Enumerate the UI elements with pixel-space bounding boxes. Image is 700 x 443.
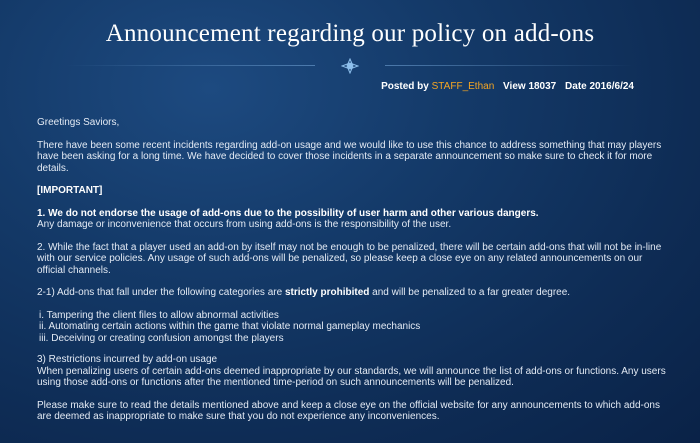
point-3 <box>37 354 673 389</box>
author-link[interactable]: STAFF_Ethan <box>431 81 495 92</box>
point-3-text: When penalizing users of certain add-ons deemed inappropriate by our standards, we will announce the list of add-ons or functions. Any users using those add-ons or functions after the mentioned time-period on such announcements will be penalized. <box>37 365 666 388</box>
point-2: 2. While the fact that a player used an add-on by itself may not be enough to be penalized, there will be certain add-ons that will not be in-line with our service policies. Any usage of such add-ons will be penalized, so please keep a close eye on any related announcements on our official channels. <box>37 241 662 276</box>
greeting: Greetings Saviors, <box>37 117 120 128</box>
point-2-1-post: and will be penalized to a far greater degree. <box>369 287 571 298</box>
point-3-title: 3) Restrictions incurred by add-on usage <box>37 354 218 365</box>
divider-line-right <box>385 65 635 66</box>
divider-line-left <box>65 65 315 66</box>
list-item: iii. Deceiving or creating confusion amongst the players <box>39 332 284 344</box>
point-1-heading: 1. We do not endorse the usage of add-ons due to the possibility of user harm and other various dangers. <box>37 207 539 219</box>
list-item: i. Tampering the client files to allow abnormal activities <box>39 309 279 321</box>
ornament-emblem-icon <box>341 58 359 74</box>
prohibited-list <box>37 310 673 345</box>
view-count: 18037 <box>528 81 557 92</box>
point-2-1 <box>37 287 673 299</box>
point-2-1-pre: 2-1) Add-ons that fall under the following categories are <box>37 287 285 298</box>
list-item: ii. Automating certain actions within the game that violate normal gameplay mechanics <box>39 321 421 332</box>
important-heading: [IMPORTANT] <box>37 185 103 196</box>
post-date: 2016/6/24 <box>589 81 634 92</box>
intro-paragraph: There have been some recent incidents regarding add-on usage and we would like to use this chance to address something that may players have been asking for a long time. We have decided to cover those incidents in a separate announcement so make sure to check it for more details. <box>37 139 662 174</box>
point-1-text: Any damage or inconvenience that occurs from using add-ons is the responsibility of the user. <box>37 219 452 230</box>
closing-paragraph: Please make sure to read the details mentioned above and keep a close eye on the official website for any announcements to which add-ons are deemed as inappropriate to make sure that you do not experience any inconveniences. <box>37 399 660 422</box>
announcement-body <box>37 117 673 434</box>
point-1 <box>37 208 673 231</box>
strictly-prohibited-text: strictly prohibited <box>284 287 370 298</box>
date-label: Date <box>565 81 587 92</box>
page-title: Announcement regarding our policy on add-ons <box>105 20 595 47</box>
post-meta <box>381 81 634 92</box>
posted-by-label: Posted by <box>381 81 429 92</box>
title-divider <box>65 58 635 74</box>
view-label: View <box>503 81 526 92</box>
